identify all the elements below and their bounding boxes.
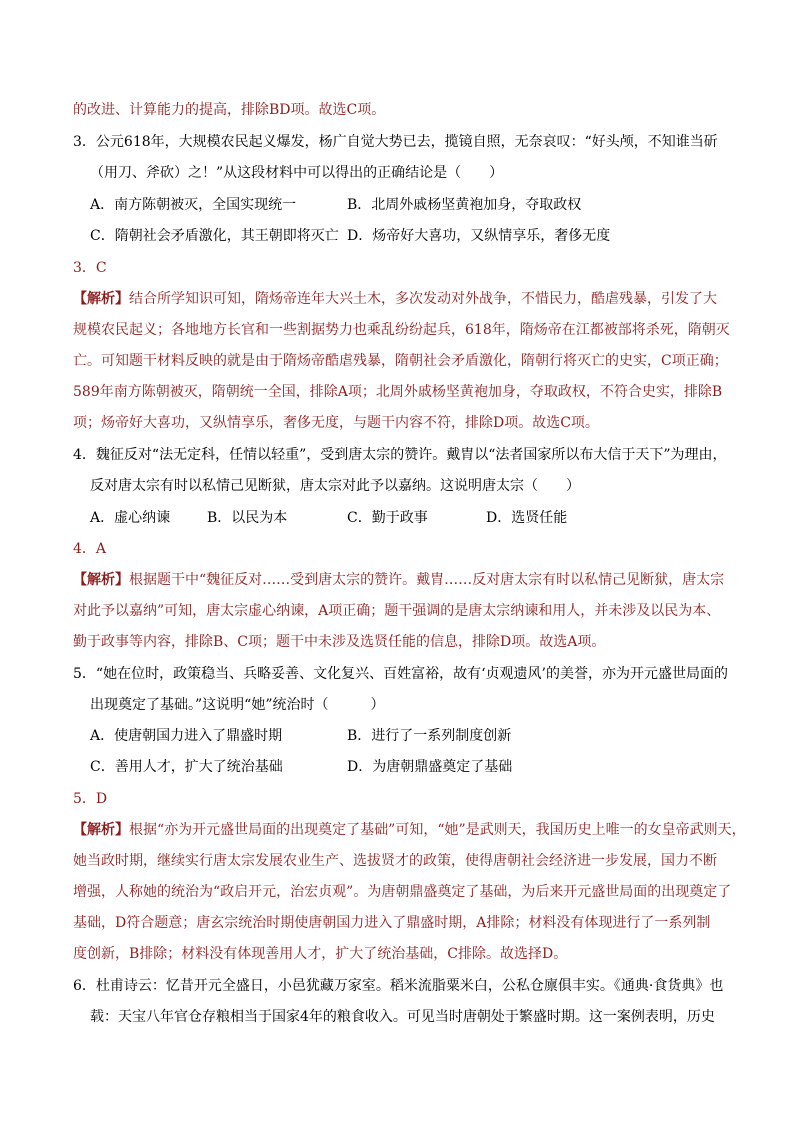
explanation-3-line-2: 规模农民起义；各地地方长官和一些割据势力也乘乱纷纷起兵，618年，隋炀帝在江都被部将杀死，隋朝灭 [73, 322, 730, 338]
option-d: D．选贤任能 [486, 510, 568, 526]
text-line: 的改进、计算能力的提高，排除BD项。故选C项。 [73, 102, 386, 118]
option-c: C．隋朝社会矛盾激化，其王朝即将灭亡 [90, 228, 339, 244]
explanation-4-line-1: 【解析】根据题干中“魏征反对……受到唐太宗的赞许。戴胄……反对唐太宗有时以私情己见断狱，唐太宗 [73, 572, 725, 588]
option-b: B．进行了一系列制度创新 [347, 728, 512, 744]
question-3-stem-cont: （用刀、斧砍）之！”从这段材料中可以得出的正确结论是（ ） [90, 165, 504, 181]
answer-5: 5．D [73, 791, 108, 807]
option-b: B．以民为本 [207, 510, 288, 526]
question-5-stem: 5．“她在位时，政策稳当、兵略妥善、文化复兴、百姓富裕，故有‘贞观遗风’的美誉，亦为开元盛世局面的 [73, 666, 728, 682]
option-d: D．为唐朝鼎盛奠定了基础 [347, 759, 513, 775]
explanation-3-line-5: 项；炀帝好大喜功，又纵情享乐，奢侈无度，与题干内容不符，排除D项。故选C项。 [73, 415, 599, 431]
option-c: C．善用人才，扩大了统治基础 [90, 759, 283, 775]
option-c: C．勤于政事 [347, 510, 428, 526]
option-d: D．炀帝好大喜功，又纵情享乐，奢侈无度 [347, 228, 611, 244]
answer-4: 4．A [73, 541, 107, 557]
question-4-stem-cont: 反对唐太宗有时以私情己见断狱，唐太宗对此予以嘉纳。这说明唐太宗（ ） [90, 478, 580, 494]
explanation-3-line-1: 【解析】结合所学知识可知，隋炀帝连年大兴土木，多次发动对外战争，不惜民力，酷虐残暴，引发了大 [73, 291, 717, 307]
explanation-tag: 【解析】 [73, 822, 129, 838]
question-4-stem: 4．魏征反对“法无定科，任情以轻重”，受到唐太宗的赞许。戴胄以“法者国家所以布大信于天下”为理由， [73, 447, 727, 463]
explanation-3-line-3: 亡。可知题干材料反映的就是由于隋炀帝酷虐残暴，隋朝社会矛盾激化，隋朝行将灭亡的史实，C项正确； [73, 353, 728, 369]
option-a: A．使唐朝国力进入了鼎盛时期 [90, 728, 283, 744]
explanation-5-line-5: 度创新，B排除；材料没有体现善用人才，扩大了统治基础，C排除。故选择D。 [73, 946, 568, 962]
explanation-4-line-2: 对此予以嘉纳”可知，唐太宗虚心纳谏，A项正确；题干强调的是唐太宗纳谏和用人，并未涉及以民为本、 [73, 603, 721, 619]
explanation-3-line-4: 589年南方陈朝被灭，隋朝统一全国，排除A项；北周外戚杨坚黄袍加身，夺取政权，不符合史实，排除B [73, 384, 723, 400]
explanation-5-line-1: 【解析】根据“亦为开元盛世局面的出现奠定了基础”可知，“她”是武则天，我国历史上唯一的女皇帝武则天， [73, 822, 746, 838]
explanation-5-line-2: 她当政时期，继续实行唐太宗发展农业生产、选拔贤才的政策，使得唐朝社会经济进一步发展，国力不断 [73, 853, 717, 869]
explanation-tag: 【解析】 [73, 291, 129, 307]
question-5-stem-cont: 出现奠定了基础。”这说明“她”统治时（ ） [90, 697, 385, 713]
option-b: B．北周外戚杨坚黄袍加身，夺取政权 [347, 197, 582, 213]
option-a: A．虚心纳谏 [90, 510, 171, 526]
explanation-4-line-3: 勤于政事等内容，排除B、C项；题干中未涉及选贤任能的信息，排除D项。故选A项。 [73, 634, 606, 650]
question-6-stem: 6．杜甫诗云：忆昔开元全盛日，小邑犹藏万家室。稻米流脂粟米白，公私仓廪俱丰实。《通典·食货典》也 [73, 978, 724, 994]
answer-3: 3．C [73, 260, 107, 276]
question-6-stem-cont: 载：天宝八年官仓存粮相当于国家4年的粮食收入。可见当时唐朝处于繁盛时期。这一案例表明，历史 [90, 1009, 715, 1025]
option-a: A．南方陈朝被灭，全国实现统一 [90, 197, 297, 213]
explanation-5-line-4: 基础，D符合题意；唐玄宗统治时期使唐朝国力进入了鼎盛时期，A排除；材料没有体现进行了一系列制 [73, 915, 711, 931]
explanation-tag: 【解析】 [73, 572, 129, 588]
explanation-5-line-3: 增强，人称她的统治为“政启开元，治宏贞观”。为唐朝鼎盛奠定了基础，为后来开元盛世局面的出现奠定了 [73, 884, 732, 900]
question-3-stem: 3．公元618年，大规模农民起义爆发，杨广自觉大势已去，揽镜自照，无奈哀叹：“好头颅，不知谁当斫 [73, 134, 718, 150]
